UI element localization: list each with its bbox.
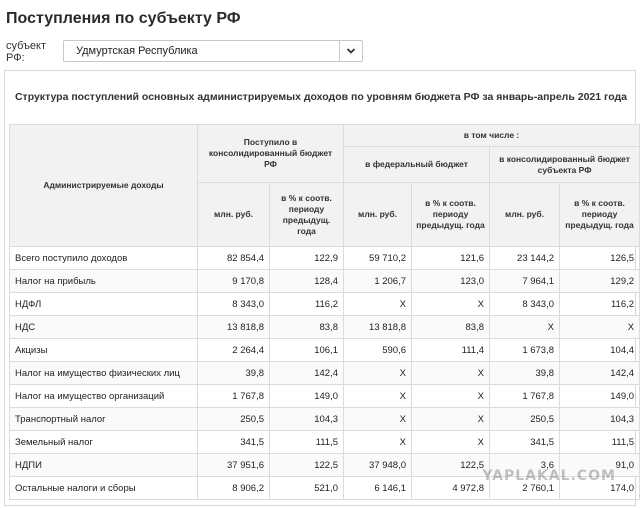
table-row [10, 270, 640, 293]
cell-value: 4 972,8 [412, 477, 490, 500]
row-name: НДС [10, 316, 198, 339]
cell-value: 126,5 [560, 247, 640, 270]
header-income: Администрируемые доходы [10, 125, 198, 247]
cell-value: 1 767,8 [198, 385, 270, 408]
row-name: Налог на имущество физических лиц [10, 362, 198, 385]
cell-value: 129,2 [560, 270, 640, 293]
subject-select-value: Удмуртская Республика [76, 45, 198, 57]
row-name: Акцизы [10, 339, 198, 362]
cell-value: 341,5 [490, 431, 560, 454]
cell-value: 142,4 [560, 362, 640, 385]
row-name: НДФЛ [10, 293, 198, 316]
cell-value: 250,5 [490, 408, 560, 431]
cell-value: 250,5 [198, 408, 270, 431]
report-card [4, 70, 636, 506]
cell-value: 37 951,6 [198, 454, 270, 477]
header-mln: млн. руб. [344, 183, 412, 247]
row-name: Налог на имущество организаций [10, 385, 198, 408]
row-name: НДПИ [10, 454, 198, 477]
table-row [10, 339, 640, 362]
cell-value: 128,4 [270, 270, 344, 293]
table-row [10, 247, 640, 270]
cell-value: 1 673,8 [490, 339, 560, 362]
cell-value: 1 206,7 [344, 270, 412, 293]
cell-value: 122,5 [412, 454, 490, 477]
cell-value: 6 146,1 [344, 477, 412, 500]
cell-value: 104,4 [560, 339, 640, 362]
cell-value: X [344, 293, 412, 316]
header-federal: в федеральный бюджет [344, 147, 490, 183]
cell-value: 111,5 [560, 431, 640, 454]
cell-value: X [344, 408, 412, 431]
header-pct: в % к соотв. периоду предыдущ. года [412, 183, 490, 247]
cell-value: 91,0 [560, 454, 640, 477]
cell-value: 13 818,8 [344, 316, 412, 339]
cell-value: X [412, 293, 490, 316]
row-name: Транспортный налог [10, 408, 198, 431]
cell-value: X [560, 316, 640, 339]
cell-value: 121,6 [412, 247, 490, 270]
cell-value: 3,6 [490, 454, 560, 477]
page-title: Поступления по субъекту РФ [6, 10, 241, 27]
cell-value: X [344, 362, 412, 385]
cell-value: 39,8 [490, 362, 560, 385]
watermark: YAPLAKAL.COM [482, 468, 616, 484]
header-including: в том числе : [344, 125, 640, 147]
cell-value: 104,3 [270, 408, 344, 431]
cell-value: 83,8 [412, 316, 490, 339]
subject-label: субъект РФ: [6, 40, 47, 64]
cell-value: 116,2 [560, 293, 640, 316]
cell-value: 8 906,2 [198, 477, 270, 500]
income-table [9, 124, 640, 500]
header-pct: в % к соотв. периоду предыдущ. года [270, 183, 344, 247]
cell-value: 122,9 [270, 247, 344, 270]
header-regional: в консолидированный бюджет субъекта РФ [490, 147, 640, 183]
cell-value: 59 710,2 [344, 247, 412, 270]
cell-value: X [412, 385, 490, 408]
header-mln: млн. руб. [490, 183, 560, 247]
cell-value: X [344, 385, 412, 408]
cell-value: 122,5 [270, 454, 344, 477]
table-row [10, 316, 640, 339]
cell-value: X [490, 316, 560, 339]
row-name: Налог на прибыль [10, 270, 198, 293]
cell-value: 341,5 [198, 431, 270, 454]
table-row [10, 431, 640, 454]
cell-value: X [412, 431, 490, 454]
table-row [10, 362, 640, 385]
cell-value: 8 343,0 [198, 293, 270, 316]
report-title: Структура поступлений основных администрируемых доходов по уровням бюджета РФ за январь-апрель 2021 года [14, 91, 628, 103]
cell-value: 174,0 [560, 477, 640, 500]
header-received: Поступило в консолидированный бюджет РФ [198, 125, 344, 183]
table-row [10, 385, 640, 408]
cell-value: 149,0 [560, 385, 640, 408]
header-pct: в % к соотв. периоду предыдущ. года [560, 183, 640, 247]
cell-value: 7 964,1 [490, 270, 560, 293]
cell-value: 8 343,0 [490, 293, 560, 316]
table-row [10, 293, 640, 316]
cell-value: 590,6 [344, 339, 412, 362]
cell-value: X [412, 362, 490, 385]
row-name: Земельный налог [10, 431, 198, 454]
cell-value: 111,5 [270, 431, 344, 454]
cell-value: 1 767,8 [490, 385, 560, 408]
cell-value: 111,4 [412, 339, 490, 362]
cell-value: 116,2 [270, 293, 344, 316]
cell-value: 23 144,2 [490, 247, 560, 270]
cell-value: 13 818,8 [198, 316, 270, 339]
cell-value: 82 854,4 [198, 247, 270, 270]
cell-value: 521,0 [270, 477, 344, 500]
row-name: Остальные налоги и сборы [10, 477, 198, 500]
cell-value: 149,0 [270, 385, 344, 408]
cell-value: 9 170,8 [198, 270, 270, 293]
cell-value: 104,3 [560, 408, 640, 431]
cell-value: X [344, 431, 412, 454]
subject-filter [6, 40, 198, 64]
cell-value: 37 948,0 [344, 454, 412, 477]
cell-value: 106,1 [270, 339, 344, 362]
subject-select[interactable] [63, 40, 363, 62]
cell-value: 83,8 [270, 316, 344, 339]
chevron-down-icon[interactable] [339, 40, 362, 62]
table-row [10, 408, 640, 431]
cell-value: 123,0 [412, 270, 490, 293]
cell-value: 39,8 [198, 362, 270, 385]
header-mln: млн. руб. [198, 183, 270, 247]
cell-value: 142,4 [270, 362, 344, 385]
row-name: Всего поступило доходов [10, 247, 198, 270]
cell-value: X [412, 408, 490, 431]
cell-value: 2 760,1 [490, 477, 560, 500]
cell-value: 2 264,4 [198, 339, 270, 362]
